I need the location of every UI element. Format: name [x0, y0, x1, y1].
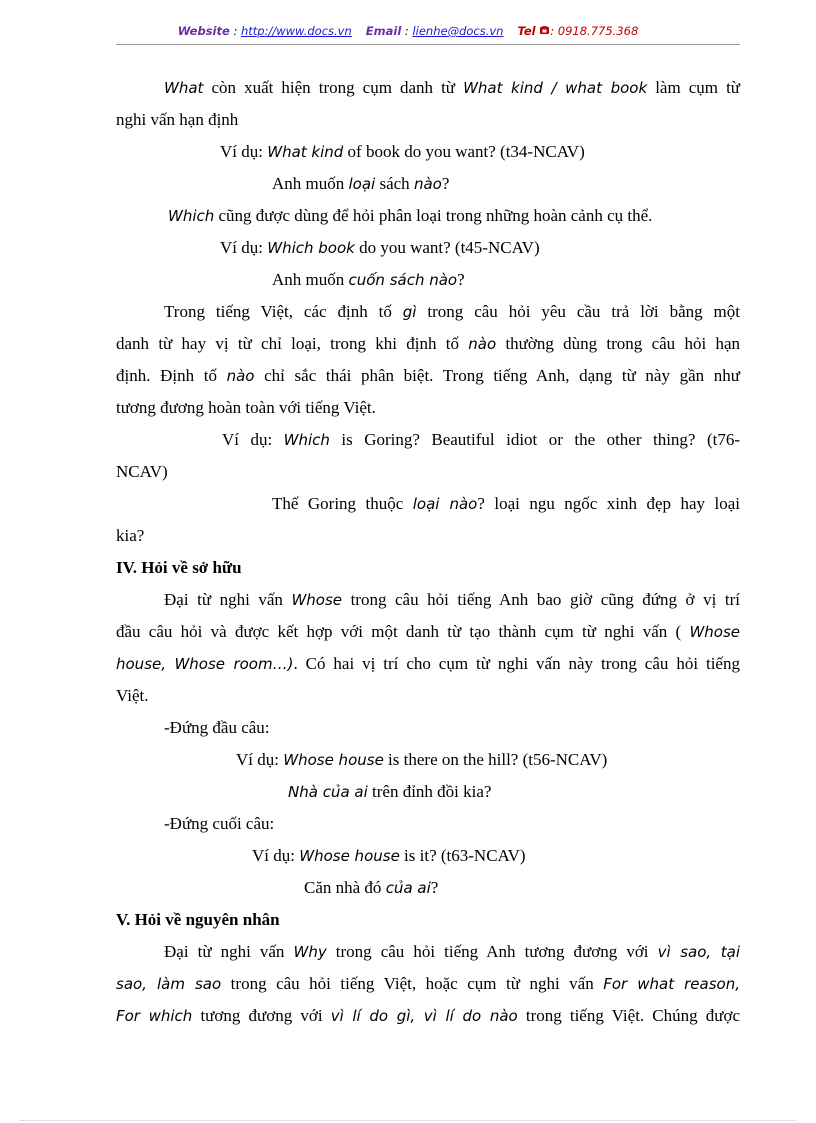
email-label: Email	[365, 24, 402, 38]
paragraph-line: Đại từ nghi vấn Why trong câu hỏi tiếng Anh tương đương với vì sao, tại	[164, 942, 740, 961]
translation-line: kia?	[116, 526, 145, 545]
translation-line: Thế Goring thuộc loại nào? loại ngu ngốc xinh đẹp hay loại	[272, 494, 741, 513]
translation-line: Anh muốn cuốn sách nào?	[272, 270, 465, 289]
paragraph-line: For which tương đương với vì lí do gì, vì lí do nào trong tiếng Việt. Chúng được	[116, 1006, 741, 1025]
example-line: Ví dụ: Whose house is there on the hill? (t56-NCAV)	[236, 750, 608, 769]
example-line: Ví dụ: What kind of book do you want? (t34-NCAV)	[220, 142, 585, 161]
paragraph-line: Which cũng được dùng để hỏi phân loại trong những hoàn cảnh cụ thể.	[168, 206, 653, 225]
list-item: -Đứng cuối câu:	[164, 814, 275, 833]
example-line: Ví dụ: Which is Goring? Beautiful idiot or the other thing? (t76-	[222, 430, 740, 449]
paragraph-line: nghi vấn hạn định	[116, 110, 239, 129]
translation-line: Căn nhà đó của ai?	[304, 878, 439, 897]
phone-icon	[539, 24, 550, 38]
paragraph-line: Việt.	[116, 686, 149, 705]
example-line: Ví dụ: Whose house is it? (t63-NCAV)	[252, 846, 526, 865]
translation-line: Nhà của ai trên đỉnh đồi kia?	[288, 782, 492, 801]
document-body	[116, 72, 740, 1032]
website-link[interactable]: http://www.docs.vn	[241, 24, 352, 38]
footer-divider	[20, 1120, 796, 1121]
list-item: -Đứng đầu câu:	[164, 718, 270, 737]
paragraph-line: sao, làm sao trong câu hỏi tiếng Việt, hoặc cụm từ nghi vấn For what reason,	[116, 974, 740, 993]
email-link[interactable]: lienhe@docs.vn	[412, 24, 504, 38]
email-colon: :	[401, 24, 413, 38]
section-heading: V. Hỏi về nguyên nhân	[116, 910, 280, 929]
tel-label: Tel	[517, 24, 536, 38]
website-colon: :	[229, 24, 241, 38]
example-line: Ví dụ: Which book do you want? (t45-NCAV)	[220, 238, 540, 257]
paragraph-line: danh từ hay vị từ chỉ loại, trong khi định tố nào thường dùng trong câu hỏi hạn	[116, 334, 740, 353]
translation-line: Anh muốn loại sách nào?	[272, 174, 450, 193]
website-label: Website	[177, 24, 230, 38]
paragraph-line: Đại từ nghi vấn Whose trong câu hỏi tiếng Anh bao giờ cũng đứng ở vị trí	[164, 590, 740, 609]
paragraph-line: đầu câu hỏi và được kết hợp với một danh từ tạo thành cụm từ nghi vấn ( Whose	[116, 622, 740, 641]
paragraph-line: tương đương hoàn toàn với tiếng Việt.	[116, 398, 376, 417]
tel-number: : 0918.775.368	[550, 24, 639, 38]
paragraph-line: Trong tiếng Việt, các định tố gì trong câu hỏi yêu cầu trả lời bằng một	[164, 302, 740, 321]
paragraph-line: house, Whose room…). Có hai vị trí cho cụm từ nghi vấn này trong câu hỏi tiếng	[116, 654, 740, 673]
section-heading: IV. Hỏi về sở hữu	[116, 558, 242, 577]
header-divider	[116, 44, 740, 45]
paragraph-line: What còn xuất hiện trong cụm danh từ What kind / what book làm cụm từ	[164, 78, 741, 97]
page-header	[0, 24, 816, 38]
example-line: NCAV)	[116, 462, 168, 481]
paragraph-line: định. Định tố nào chỉ sắc thái phân biệt. Trong tiếng Anh, dạng từ này gần như	[116, 366, 741, 385]
term-what: What	[164, 79, 204, 97]
